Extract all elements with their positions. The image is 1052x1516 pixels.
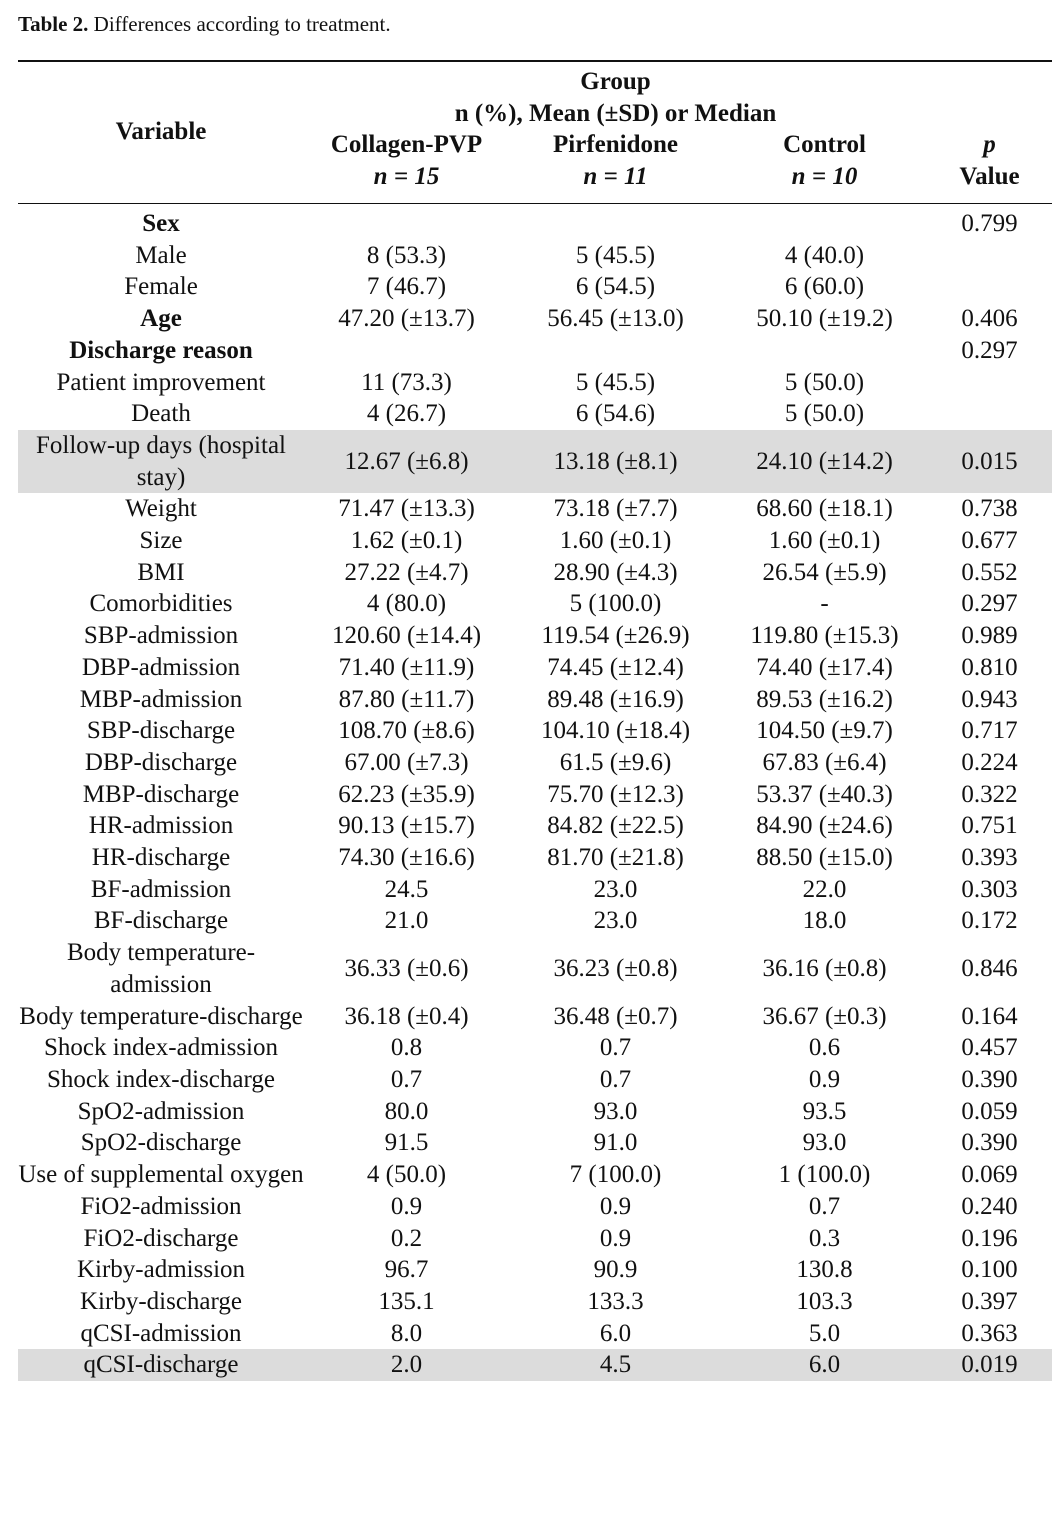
- control-cell: 4 (40.0): [784, 241, 865, 269]
- table-row: [18, 937, 1052, 1000]
- collagen-cell: 62.23 (±35.9): [338, 780, 475, 808]
- p-value-cell: 0.196: [961, 1224, 1018, 1252]
- collagen-cell: 7 (46.7): [366, 273, 447, 301]
- header-control-name: Control: [783, 131, 866, 158]
- pirfenidone-cell: 81.70 (±21.8): [547, 844, 684, 872]
- control-cell: 24.10 (±14.2): [722, 430, 927, 493]
- table-row: [18, 684, 1052, 716]
- pirfenidone-cell: 23.0: [593, 875, 638, 903]
- p-value-cell: [927, 271, 1052, 303]
- pirfenidone-cell: 74.45 (±12.4): [547, 653, 684, 681]
- table-row: [18, 335, 1052, 367]
- table-row: [18, 874, 1052, 906]
- collagen-cell: 47.20 (±13.7): [338, 305, 475, 333]
- control-cell: 5 (50.0): [784, 368, 865, 396]
- table-row: [18, 620, 1052, 652]
- table-row: [18, 1349, 1052, 1381]
- control-cell: 67.83 (±6.4): [762, 748, 887, 776]
- pirfenidone-cell: 6 (54.6): [575, 400, 656, 428]
- collagen-cell: 91.5: [384, 1129, 429, 1157]
- collagen-cell: 36.33 (±0.6): [344, 955, 469, 983]
- p-value-cell: 0.224: [961, 748, 1018, 776]
- pirfenidone-cell: [509, 335, 722, 367]
- table-row: [18, 1096, 1052, 1128]
- pirfenidone-cell: 5 (45.5): [575, 368, 656, 396]
- variable-cell: Patient improvement: [56, 368, 266, 396]
- p-value-cell: 0.363: [961, 1319, 1018, 1347]
- header-control-n-text: n = 10: [791, 163, 858, 190]
- header-collagen-n: [304, 163, 509, 191]
- variable-cell: Kirby-admission: [76, 1256, 246, 1284]
- collagen-cell: 24.5: [384, 875, 429, 903]
- p-value-cell: [927, 398, 1052, 430]
- header-group: Group: [580, 68, 651, 95]
- header-p-value: Value: [959, 163, 1020, 190]
- control-cell: [722, 335, 927, 367]
- control-cell: 84.90 (±24.6): [756, 812, 893, 840]
- p-value-cell: 0.240: [961, 1192, 1018, 1220]
- results-table: [18, 208, 1052, 1381]
- variable-cell: HR-admission: [88, 812, 234, 840]
- p-value-cell: 0.677: [961, 527, 1018, 555]
- p-value-cell: 0.172: [961, 907, 1018, 935]
- table-row: [18, 303, 1052, 335]
- p-value-cell: 0.322: [961, 780, 1018, 808]
- variable-cell: DBP-admission: [81, 653, 241, 681]
- table-row: [18, 1191, 1052, 1223]
- pirfenidone-cell: 91.0: [593, 1129, 638, 1157]
- control-cell: 104.50 (±9.7): [756, 717, 893, 745]
- table-row: [18, 525, 1052, 557]
- table-caption-label: Table 2.: [18, 12, 89, 36]
- table-row: [18, 652, 1052, 684]
- pirfenidone-cell: 119.54 (±26.9): [541, 622, 690, 650]
- pirfenidone-cell: 61.5 (±9.6): [559, 748, 672, 776]
- variable-cell: Use of supplemental oxygen: [18, 1161, 304, 1189]
- pirfenidone-cell: 89.48 (±16.9): [547, 685, 684, 713]
- control-cell: 36.16 (±0.8): [762, 955, 887, 983]
- control-cell: 50.10 (±19.2): [756, 305, 893, 333]
- table-row: [18, 715, 1052, 747]
- variable-cell: SpO2-discharge: [80, 1129, 242, 1157]
- pirfenidone-cell: 84.82 (±22.5): [547, 812, 684, 840]
- table-row: [18, 1032, 1052, 1064]
- control-cell: 0.6: [808, 1034, 841, 1062]
- control-cell: 36.67 (±0.3): [762, 1002, 887, 1030]
- collagen-cell: 135.1: [378, 1287, 435, 1315]
- variable-cell: Female: [124, 273, 198, 301]
- p-value-cell: 0.393: [961, 844, 1018, 872]
- p-value-cell: 0.390: [961, 1129, 1018, 1157]
- table-row: [18, 1064, 1052, 1096]
- pirfenidone-cell: 90.9: [593, 1256, 638, 1284]
- p-value-cell: 0.751: [961, 812, 1018, 840]
- control-cell: 93.5: [802, 1097, 847, 1125]
- top-rule: [18, 60, 1052, 62]
- collagen-cell: 12.67 (±6.8): [304, 430, 509, 493]
- variable-cell: Weight: [125, 495, 197, 523]
- variable-cell: Comorbidities: [89, 590, 233, 618]
- control-cell: -: [820, 590, 829, 618]
- variable-cell: Discharge reason: [69, 336, 253, 364]
- collagen-cell: 80.0: [384, 1097, 429, 1125]
- table-row: [18, 430, 1052, 493]
- variable-cell: Sex: [142, 210, 180, 237]
- pirfenidone-cell: 5 (100.0): [569, 590, 662, 618]
- pirfenidone-cell: [509, 208, 722, 240]
- header-pirfenidone-n-text: n = 11: [583, 163, 648, 190]
- control-cell: 18.0: [802, 907, 847, 935]
- header-collagen-name: Collagen-PVP: [330, 131, 483, 158]
- collagen-cell: 90.13 (±15.7): [338, 812, 475, 840]
- p-value-cell: 0.846: [961, 955, 1018, 983]
- variable-cell: BF-discharge: [93, 907, 229, 935]
- table-row: [18, 398, 1052, 430]
- collagen-cell: 87.80 (±11.7): [338, 685, 475, 713]
- p-value-cell: 0.552: [961, 558, 1018, 586]
- table-row: [18, 493, 1052, 525]
- variable-cell: MBP-admission: [79, 685, 243, 713]
- p-value-cell: 0.390: [961, 1065, 1018, 1093]
- table-row: [18, 1286, 1052, 1318]
- collagen-cell: 8.0: [390, 1319, 423, 1347]
- p-value-cell: 0.406: [961, 305, 1018, 333]
- collagen-cell: 74.30 (±16.6): [338, 844, 475, 872]
- p-value-cell: 0.297: [961, 336, 1018, 364]
- variable-cell: Age: [140, 305, 182, 333]
- table-row: [18, 810, 1052, 842]
- collagen-cell: [304, 335, 509, 367]
- variable-cell: Size: [139, 527, 183, 555]
- p-value-cell: 0.015: [927, 430, 1052, 493]
- pirfenidone-cell: 7 (100.0): [569, 1161, 662, 1189]
- pirfenidone-cell: 13.18 (±8.1): [509, 430, 722, 493]
- p-value-cell: 0.069: [961, 1161, 1018, 1189]
- variable-cell: SBP-admission: [83, 622, 239, 650]
- table-row: [18, 1223, 1052, 1255]
- results-table-body: [18, 208, 1052, 1381]
- table-row: [18, 842, 1052, 874]
- control-cell: 103.3: [796, 1287, 853, 1315]
- pirfenidone-cell: 36.23 (±0.8): [553, 955, 678, 983]
- p-value-cell: 0.164: [961, 1002, 1018, 1030]
- header-control-n: [722, 163, 927, 191]
- header-variable: Variable: [115, 118, 207, 145]
- p-value-cell: 0.717: [961, 717, 1018, 745]
- variable-cell: qCSI-discharge: [18, 1349, 304, 1381]
- pirfenidone-cell: 73.18 (±7.7): [553, 495, 678, 523]
- variable-cell: SBP-discharge: [86, 717, 236, 745]
- variable-cell: Kirby-discharge: [80, 1287, 242, 1315]
- collagen-cell: 0.2: [390, 1224, 423, 1252]
- collagen-cell: 21.0: [384, 907, 429, 935]
- variable-cell: FiO2-admission: [80, 1192, 242, 1220]
- pirfenidone-cell: 28.90 (±4.3): [553, 558, 678, 586]
- control-cell: 26.54 (±5.9): [762, 558, 887, 586]
- table-row: [18, 208, 1052, 240]
- collagen-cell: 11 (73.3): [361, 368, 452, 396]
- header-group-sub: n (%), Mean (±SD) or Median: [454, 100, 777, 127]
- p-value-cell: 0.457: [961, 1034, 1018, 1062]
- variable-cell: Body temperature-discharge: [19, 1002, 303, 1030]
- collagen-cell: 2.0: [304, 1349, 509, 1381]
- collagen-cell: 4 (80.0): [366, 590, 447, 618]
- pirfenidone-cell: 36.48 (±0.7): [553, 1002, 678, 1030]
- p-value-cell: 0.810: [961, 653, 1018, 681]
- p-value-cell: 0.100: [961, 1256, 1018, 1284]
- p-value-cell: [927, 240, 1052, 272]
- table-row: [18, 1127, 1052, 1159]
- header-p-text: p: [983, 131, 996, 158]
- collagen-cell: 8 (53.3): [366, 241, 447, 269]
- table-caption-text: Differences according to treatment.: [93, 12, 391, 36]
- collagen-cell: 36.18 (±0.4): [344, 1002, 469, 1030]
- control-cell: 93.0: [802, 1129, 847, 1157]
- control-cell: [722, 208, 927, 240]
- table-row: [18, 1001, 1052, 1033]
- pirfenidone-cell: 23.0: [593, 907, 638, 935]
- variable-cell: HR-discharge: [91, 844, 231, 872]
- collagen-cell: 71.40 (±11.9): [338, 653, 475, 681]
- control-cell: 119.80 (±15.3): [750, 622, 899, 650]
- collagen-cell: 67.00 (±7.3): [344, 748, 469, 776]
- variable-cell: MBP-discharge: [82, 780, 240, 808]
- collagen-cell: 120.60 (±14.4): [331, 622, 482, 650]
- variable-cell: Death: [131, 400, 191, 428]
- control-cell: 0.9: [808, 1065, 841, 1093]
- variable-cell: Shock index-admission: [43, 1034, 278, 1062]
- control-cell: 22.0: [802, 875, 847, 903]
- pirfenidone-cell: 0.9: [599, 1192, 632, 1220]
- p-value-cell: 0.738: [961, 495, 1018, 523]
- control-cell: 74.40 (±17.4): [756, 653, 893, 681]
- pirfenidone-cell: 56.45 (±13.0): [547, 305, 684, 333]
- collagen-cell: 0.9: [390, 1192, 423, 1220]
- variable-cell: FiO2-discharge: [83, 1224, 239, 1252]
- p-value-cell: 0.297: [961, 590, 1018, 618]
- table-row: [18, 747, 1052, 779]
- p-value-cell: 0.397: [961, 1287, 1018, 1315]
- table-row: [18, 557, 1052, 589]
- control-cell: 6.0: [722, 1349, 927, 1381]
- pirfenidone-cell: 0.7: [599, 1065, 632, 1093]
- collagen-cell: 96.7: [384, 1256, 429, 1284]
- header-pirfenidone-name: Pirfenidone: [553, 131, 678, 158]
- variable-cell: Male: [135, 241, 187, 269]
- variable-cell: SpO2-admission: [77, 1097, 245, 1125]
- p-value-cell: [927, 367, 1052, 399]
- table-row: [18, 1159, 1052, 1191]
- pirfenidone-cell: 0.9: [599, 1224, 632, 1252]
- control-cell: 88.50 (±15.0): [756, 844, 893, 872]
- collagen-cell: 0.7: [390, 1065, 423, 1093]
- collagen-cell: 0.8: [390, 1034, 423, 1062]
- header-collagen-n-text: n = 15: [373, 163, 440, 190]
- collagen-cell: [304, 208, 509, 240]
- control-cell: 53.37 (±40.3): [756, 780, 893, 808]
- collagen-cell: 1.62 (±0.1): [350, 527, 463, 555]
- table-row: [18, 367, 1052, 399]
- control-cell: 89.53 (±16.2): [756, 685, 893, 713]
- variable-cell: BMI: [137, 558, 185, 586]
- pirfenidone-cell: 104.10 (±18.4): [540, 717, 691, 745]
- p-value-cell: 0.799: [961, 210, 1018, 237]
- table-row: [18, 905, 1052, 937]
- pirfenidone-cell: 5 (45.5): [575, 241, 656, 269]
- control-cell: 0.3: [808, 1224, 841, 1252]
- table-row: [18, 240, 1052, 272]
- pirfenidone-cell: 75.70 (±12.3): [547, 780, 684, 808]
- variable-cell: Body temperature-admission: [66, 939, 256, 998]
- variable-cell: Follow-up days (hospital stay): [18, 430, 304, 493]
- control-cell: 1 (100.0): [778, 1161, 871, 1189]
- control-cell: 0.7: [808, 1192, 841, 1220]
- p-value-cell: 0.059: [961, 1097, 1018, 1125]
- header-p: [927, 131, 1052, 159]
- control-cell: 6 (60.0): [784, 273, 865, 301]
- pirfenidone-cell: 93.0: [593, 1097, 638, 1125]
- table-row: [18, 1254, 1052, 1286]
- control-cell: 68.60 (±18.1): [756, 495, 893, 523]
- pirfenidone-cell: 0.7: [599, 1034, 632, 1062]
- table-row: [18, 271, 1052, 303]
- table-row: [18, 588, 1052, 620]
- header-rule: [18, 203, 1052, 204]
- p-value-cell: 0.303: [961, 875, 1018, 903]
- collagen-cell: 71.47 (±13.3): [338, 495, 475, 523]
- control-cell: 5 (50.0): [784, 400, 865, 428]
- collagen-cell: 27.22 (±4.7): [344, 558, 469, 586]
- variable-cell: DBP-discharge: [84, 748, 238, 776]
- collagen-cell: 108.70 (±8.6): [338, 717, 475, 745]
- p-value-cell: 0.989: [961, 622, 1018, 650]
- variable-cell: Shock index-discharge: [47, 1065, 275, 1093]
- variable-cell: BF-admission: [90, 875, 232, 903]
- pirfenidone-cell: 4.5: [509, 1349, 722, 1381]
- variable-cell: qCSI-admission: [80, 1319, 242, 1347]
- pirfenidone-cell: 133.3: [587, 1287, 644, 1315]
- table-row: [18, 1318, 1052, 1350]
- control-cell: 1.60 (±0.1): [768, 527, 881, 555]
- table-row: [18, 779, 1052, 811]
- control-cell: 130.8: [796, 1256, 853, 1284]
- table-caption: [18, 12, 391, 37]
- header-pirfenidone-n: [509, 163, 722, 191]
- collagen-cell: 4 (26.7): [366, 400, 447, 428]
- control-cell: 5.0: [808, 1319, 841, 1347]
- p-value-cell: 0.019: [927, 1349, 1052, 1381]
- p-value-cell: 0.943: [961, 685, 1018, 713]
- pirfenidone-cell: 6 (54.5): [575, 273, 656, 301]
- pirfenidone-cell: 6.0: [599, 1319, 632, 1347]
- collagen-cell: 4 (50.0): [366, 1161, 447, 1189]
- pirfenidone-cell: 1.60 (±0.1): [559, 527, 672, 555]
